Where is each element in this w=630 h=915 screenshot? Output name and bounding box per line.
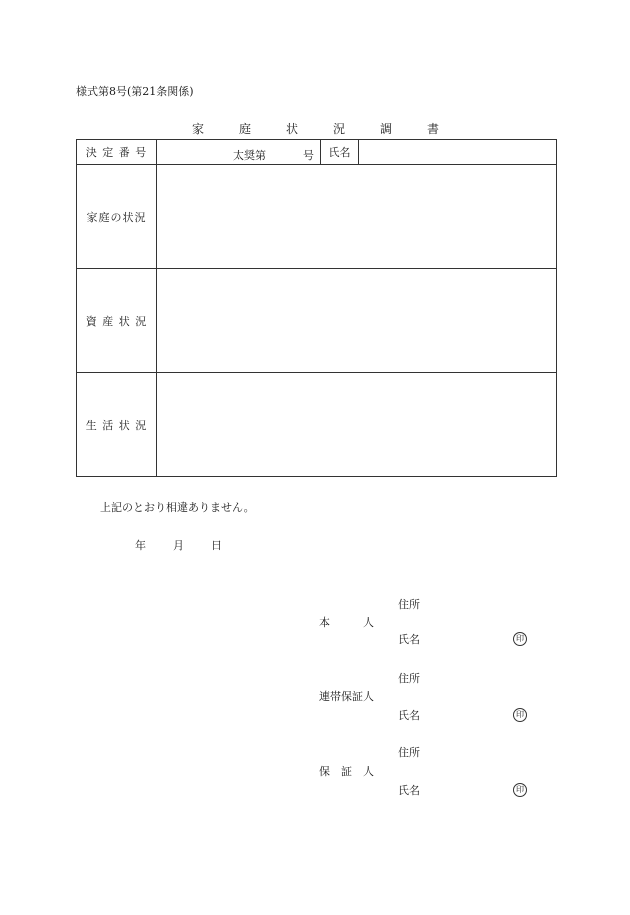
date-line — [135, 540, 249, 551]
title-char: 書 — [427, 122, 441, 136]
family-status-label: 家庭の状況 — [77, 165, 157, 269]
table-row — [77, 269, 557, 373]
title-char: 庭 — [238, 122, 252, 136]
asset-status-label: 資 産 状 況 — [77, 269, 157, 373]
signer-address-label: 住所 — [398, 746, 420, 759]
signer-name-label: 氏名 — [398, 633, 420, 646]
title-char: 状 — [285, 122, 299, 136]
decision-number-suffix: 号 — [303, 149, 314, 162]
seal-mark-icon: 印 — [513, 783, 527, 797]
asset-status-cell[interactable] — [157, 269, 557, 373]
document-title — [76, 123, 556, 135]
title-char: 家 — [191, 122, 205, 136]
signer-role: 連帯保証人 — [319, 690, 374, 703]
name-cell[interactable] — [359, 140, 557, 165]
title-char: 調 — [380, 122, 394, 136]
signer-name-label: 氏名 — [398, 709, 420, 722]
table-row — [77, 165, 557, 269]
date-year: 年 — [135, 539, 146, 552]
signer-role: 保 証 人 — [319, 765, 374, 778]
table-row — [77, 373, 557, 477]
seal-mark-icon: 印 — [513, 708, 527, 722]
decision-number-cell[interactable] — [157, 140, 321, 165]
table-row-header — [77, 140, 557, 165]
signer-address-label: 住所 — [398, 672, 420, 685]
living-status-cell[interactable] — [157, 373, 557, 477]
signer-address-label: 住所 — [398, 598, 420, 611]
signer-role: 本 人 — [319, 616, 374, 629]
living-status-label: 生 活 状 況 — [77, 373, 157, 477]
date-month: 月 — [173, 539, 184, 552]
family-status-table — [76, 139, 557, 477]
family-status-cell[interactable] — [157, 165, 557, 269]
decision-number-label: 決 定 番 号 — [77, 140, 157, 165]
title-char: 況 — [333, 122, 347, 136]
form-reference: 様式第8号(第21条関係) — [76, 85, 194, 98]
confirmation-statement: 上記のとおり相違ありません。 — [100, 501, 255, 514]
seal-mark-icon: 印 — [513, 632, 527, 646]
signer-name-label: 氏名 — [398, 784, 420, 797]
date-day: 日 — [211, 539, 222, 552]
name-label: 氏名 — [321, 140, 359, 165]
decision-number-prefix: 太奨第 — [233, 149, 266, 162]
